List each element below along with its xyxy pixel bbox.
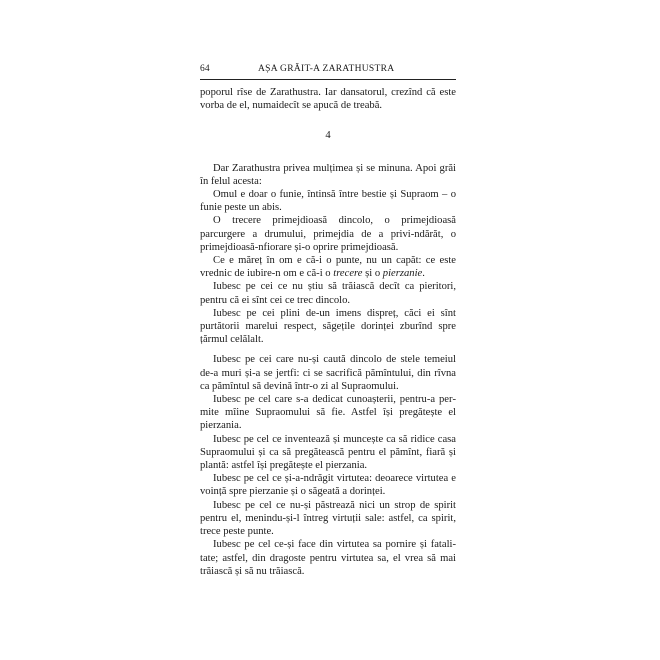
paragraph-11: Iubesc pe cel ce nu-și păstrează nici un strop de spirit pentru el, menindu-și-l întreg virtuții sale: astfel, ca spirit, trece peste punte. [200, 499, 456, 538]
paragraph-3: O trecere primejdioasă dincolo, o primejdioasă parcurgere a drumului, primejdia de a privi-ndărăt, o primejdioasă-nfiorare și-o oprire primejdioasă. [200, 215, 456, 253]
paragraph-8: Iubesc pe cel care s-a dedicat cunoașterii, pentru-a permite mîine Supraomului să fie. Astfel își pregătește el pierzania. [200, 394, 456, 432]
paragraph-9: Iubesc pe cel ce inventează și muncește ca să ridice casa Supraomului și ca să pregătească pentru el pămînt, fiară și plantă: astfel își pregătește el pierzania. [200, 433, 456, 472]
paragraph-1: Dar Zarathustra privea mulțimea și se minuna. Apoi grăi în felul acesta: [200, 162, 456, 187]
paragraph-6: Iubesc pe cei plini de-un imens dispreț, căci ei sînt purtătorii marelui respect, săgețile dorinței zburînd spre țărmul celălalt. [200, 307, 456, 346]
opening-paragraph: poporul rîse de Zarathustra. Iar dansatorul, crezînd că este vorba de el, numaidecît se apucă de treabă. [200, 87, 456, 112]
paragraph-2: Omul e doar o funie, întinsă între bestie și Supraom – o funie peste un abis. [200, 189, 456, 214]
paragraph-5: Iubesc pe cei ce nu știu să trăiască decît ca pieritori, pentru că ei sînt cei ce trec dincolo. [200, 281, 456, 306]
section-number: 4 [325, 130, 331, 142]
italic-trecere: trecere [333, 268, 363, 280]
paragraph-4-text-a: Ce e măreț în om e că-i o punte, nu un capăt: ce este vrednic de iubire-n om e că-i o [200, 255, 456, 280]
page-number: 64 [200, 64, 210, 74]
paragraph-12: Iubesc pe cel ce-și face din virtutea sa pornire și fatalitate; astfel, din dragoste pentru virtutea sa, el vrea să mai trăiască și să nu trăiască. [200, 539, 456, 577]
page-header [200, 64, 456, 78]
italic-pierzanie: pierzanie [382, 268, 423, 280]
running-title: AȘA GRĂIT-A ZARATHUSTRA [258, 64, 395, 74]
paragraph-4 [200, 254, 456, 280]
paragraph-4-text-c: . [422, 268, 425, 280]
body-text [200, 86, 456, 578]
paragraph-10: Iubesc pe cel ce și-a-ndrăgit virtutea: deoarece virtutea e voință spre pierzanie și o săgeată a dorinței. [200, 473, 456, 498]
header-rule [200, 79, 456, 80]
paragraph-7: Iubesc pe cei care nu-și caută dincolo de stele temeiul de-a muri și-a se jertfi: ci se sacrifică pămîntului, din rîvna ca pămîntul să devină într-o zi al Supraomului. [200, 354, 456, 392]
paragraph-4-text-b: și o [362, 268, 383, 280]
